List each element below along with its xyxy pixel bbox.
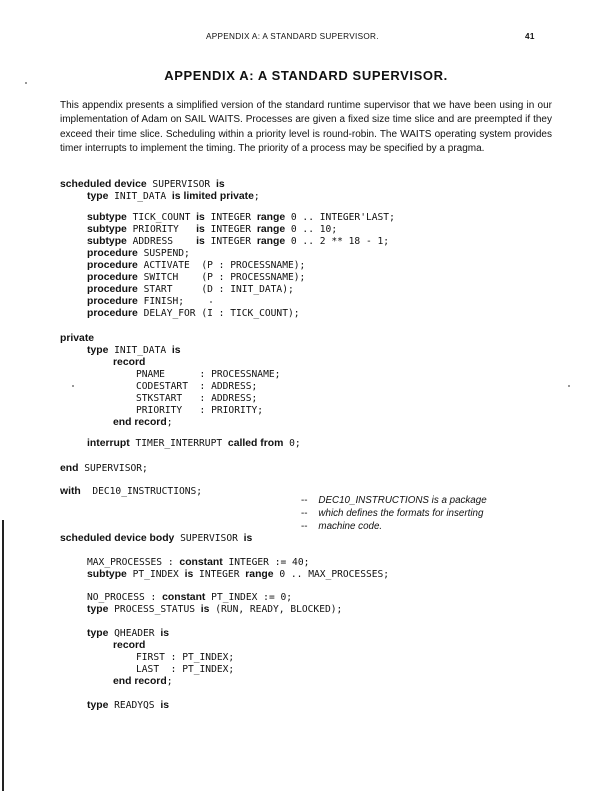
code-line-subtype-address: subtype ADDRESS is INTEGER range 0 .. 2 ** 18 - 1; xyxy=(87,236,390,247)
code-line-subtype-priority: subtype PRIORITY is INTEGER range 0 .. 10; xyxy=(87,224,338,235)
code-line-procedure-finish: procedure FINISH; xyxy=(87,296,185,307)
scan-speck xyxy=(72,385,74,387)
code-line-field-codestart: CODESTART : ADDRESS; xyxy=(136,381,258,392)
code-line-qheader-end-record: end record; xyxy=(113,676,173,687)
code-line-private: private xyxy=(60,333,95,344)
code-line-record: record xyxy=(113,357,146,368)
code-line-subtype-tick-count: subtype TICK_COUNT is INTEGER range 0 .. INTEGER'LAST; xyxy=(87,212,395,223)
intro-paragraph: This appendix presents a simplified version of the standard runtime supervisor that we have been using in our implementation of Adam on SAIL WAITS. Processes are given a fixed size time slice and are preempted if they exceed their time slice. Scheduling within a priority level is round-robin. The WAITS operating system provides timer interrupts to implement the timing. The priority of a process may be specified by a pragma. xyxy=(60,100,552,155)
appendix-title: APPENDIX A: A STANDARD SUPERVISOR. xyxy=(164,68,448,83)
code-line-procedure-suspend: procedure SUSPEND; xyxy=(87,248,190,259)
page-number: 41 xyxy=(525,32,535,41)
code-line-procedure-switch: procedure SWITCH (P : PROCESSNAME); xyxy=(87,272,306,283)
code-line-type-init-data-is: type INIT_DATA is xyxy=(87,345,181,356)
comment-line: -- DEC10_INSTRUCTIONS is a package xyxy=(301,495,487,506)
code-line-type-readyqs: type READYQS is xyxy=(87,700,170,711)
running-head-title: APPENDIX A: A STANDARD SUPERVISOR. xyxy=(206,32,379,41)
code-line-procedure-start: procedure START (D : INIT_DATA); xyxy=(87,284,294,295)
comment-line: -- which defines the formats for inserting xyxy=(301,508,484,519)
code-line-interrupt: interrupt TIMER_INTERRUPT called from 0; xyxy=(87,438,301,449)
code-line-scheduled-device: scheduled device SUPERVISOR is xyxy=(60,179,225,190)
code-line-with: with DEC10_INSTRUCTIONS; xyxy=(60,486,203,497)
code-line-field-stkstart: STKSTART : ADDRESS; xyxy=(136,393,258,404)
code-line-device-body: scheduled device body SUPERVISOR is xyxy=(60,533,253,544)
code-line-max-processes: MAX_PROCESSES : constant INTEGER := 40; xyxy=(87,557,310,568)
code-line-procedure-delay-for: procedure DELAY_FOR (I : TICK_COUNT); xyxy=(87,308,300,319)
scan-speck xyxy=(25,82,27,84)
code-line-end-record: end record; xyxy=(113,417,173,428)
binding-edge-line xyxy=(2,520,4,791)
code-line-no-process: NO_PROCESS : constant PT_INDEX := 0; xyxy=(87,592,293,603)
code-line-type-init-data: type INIT_DATA is limited private; xyxy=(87,191,260,202)
comment-line: -- machine code. xyxy=(301,521,383,532)
scan-speck xyxy=(210,301,212,303)
code-line-field-priority: PRIORITY : PRIORITY; xyxy=(136,405,264,416)
code-line-qheader-record: record xyxy=(113,640,146,651)
code-line-field-first: FIRST : PT_INDEX; xyxy=(136,652,235,663)
code-line-end-supervisor: end SUPERVISOR; xyxy=(60,463,148,474)
code-line-procedure-activate: procedure ACTIVATE (P : PROCESSNAME); xyxy=(87,260,306,271)
code-line-subtype-pt-index: subtype PT_INDEX is INTEGER range 0 .. MAX_PROCESSES; xyxy=(87,569,390,580)
code-line-process-status: type PROCESS_STATUS is (RUN, READY, BLOCKED); xyxy=(87,604,343,615)
code-line-field-last: LAST : PT_INDEX; xyxy=(136,664,235,675)
code-line-field-pname: PNAME : PROCESSNAME; xyxy=(136,369,281,380)
scan-speck xyxy=(568,385,570,387)
code-line-type-qheader: type QHEADER is xyxy=(87,628,170,639)
